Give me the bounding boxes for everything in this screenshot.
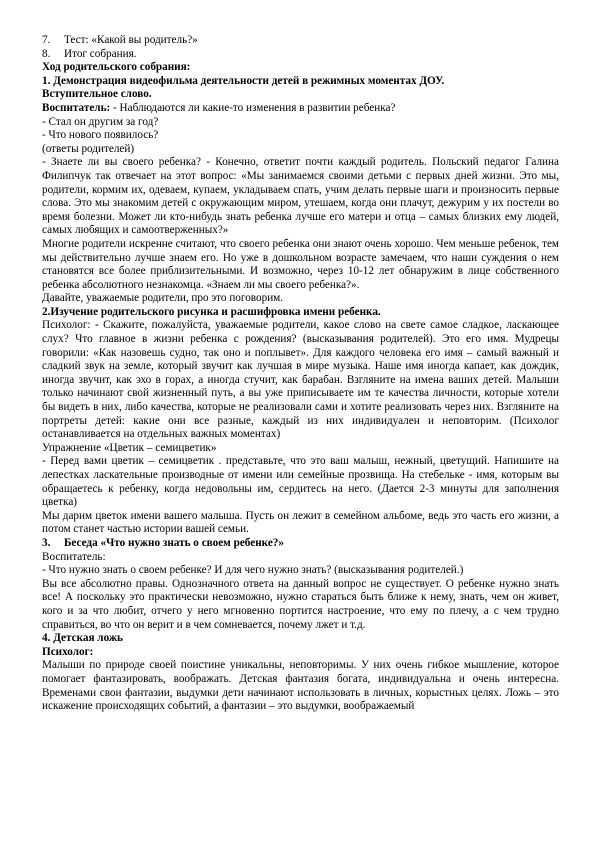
list-item (42, 48, 559, 62)
section-1-question (42, 102, 559, 116)
list-item-text: Итог собрания. (64, 47, 137, 60)
question-text: - Наблюдаются ли какие-то изменения в развитии ребенка? (110, 101, 396, 114)
speaker-label: Воспитатель: (42, 101, 111, 114)
section-2-title: 2.Изучение родительского рисунка и расшифровка имени ребенка. (42, 305, 381, 318)
list-item-number: 7. (42, 34, 51, 46)
list-item-number: 8. (42, 47, 51, 60)
paragraph: Психолог: - Скажите, пожалуйста, уважаемые родители, какое слово на свете самое сладкое, ласкающее слух? Что главное в жизни ребенка с рождения? (высказывания родителей). Это его имя. Мудрецы говорили: «Как назовешь судно, так оно и поплывет». Для каждого человека его имя – самый важный и сладкий звук на земле, который звучит как лучшая в мире музыка. Наше имя иногда капает, как дождик, иногда звучит, как эхо в горах, а иногда стучит, как барабан. Взгляните на имена ваших детей. Малыши только начинают свой жизненный путь, а вы уже приписываете им те качества личности, которые хотели бы видеть в них, либо качества, которые не реализовали сами и хотите реализовать через них. Взгляните на портреты детей: какие они все разные, каждый из них индивидуален и неповторим. (Психолог останавливается на отдельных важных моментах) (42, 319, 559, 441)
speaker-label: Воспитатель: (42, 550, 106, 563)
section-1-question: - Что нового появилось? (42, 129, 159, 142)
section-3-title-text: Беседа «Что нужно знать о своем ребенке?» (64, 536, 284, 549)
section-1-question: - Стал он другим за год? (42, 115, 159, 128)
exercise-title: Упражнение «Цветик – семицветик» (42, 441, 217, 454)
section-1-subtitle: Вступительное слово. (42, 88, 152, 101)
section-number: 3. (42, 536, 51, 549)
paragraph: - Знаете ли вы своего ребенка? - Конечно, ответит почти каждый родитель. Польский педагог Галина Филипчук так отвечает на этот вопрос: «Мы занимаемся своими детьми с первых дней жизни. Это мы, родители, кормим их, одеваем, купаем, укладываем спать, учим делать первые шаги и произносить первые слова. Это мы знакомим детей с окружающим миром, утешаем, когда они плачут, дежурим у их постели во время болезни. Может ли кто-нибудь знать ребенка лучше его матери и отца – самых близких ему людей, самых любящих и самоотверженных?» (42, 156, 559, 237)
paragraph: Многие родители искренне считают, что своего ребенка они знают очень хорошо. Чем меньше ребенок, тем мы действительно лучше знаем его. Но уже в дошкольном возрасте замечаем, что наши суждения о нем становятся все более приблизительными. И возможно, через 10-12 лет обнаружим в лице собственного ребенка абсолютного незнакомца. «Знаем ли мы своего ребенка?». (42, 237, 559, 291)
paragraph: Малыши по природе своей поистине уникальны, неповторимы. У них очень гибкое мышление, которое помогает фантазировать, воображать. Детская фантазия богата, индивидуальна и очень интересна. Временами свои фантазии, выдумки дети начинают использовать в личных, корыстных целях. Ложь – это искажение происходящих событий, а фантазии – это выдумки, воображаемый (42, 659, 559, 713)
paragraph: Вы все абсолютно правы. Однозначного ответа на данный вопрос не существует. О ребенке нужно знать все! А поскольку это практически невозможно, нужно стараться быть ближе к нему, знать, чем он живет, кого и за что любит, отчего у него мгновенно портится настроение, что ему по плечу, а с чем трудно справиться, во что он верит и в чем сомневается, почему лжет и т.д. (42, 577, 559, 631)
list-item-text: Тест: «Какой вы родитель?» (64, 34, 198, 46)
section-1-note: (ответы родителей) (42, 142, 135, 155)
speaker-label: Психолог: (42, 645, 94, 658)
list-item (42, 34, 559, 48)
paragraph: Давайте, уважаемые родители, про это поговорим. (42, 292, 284, 305)
section-4-title: 4. Детская ложь (42, 632, 123, 645)
heading-meeting-course: Ход родительского собрания: (42, 61, 191, 74)
paragraph: Мы дарим цветок имени вашего малыша. Пусть он лежит в семейном альбоме, ведь это часть его жизни, а потом станет частью истории вашей семьи. (42, 509, 559, 536)
section-3-title (42, 537, 559, 551)
paragraph: - Перед вами цветик – семицветик . представьте, что это ваш малыш, нежный, цветущий. Напишите на лепестках ласкательные производные от имени или семейные прозвища. На стебельке - имя, которым вы обращаетесь к ребенку, когда недовольны им, сердитесь на него. (Дается 2-3 минуты для заполнения цветка) (42, 455, 559, 509)
section-1-title: 1. Демонстрация видеофильма деятельности детей в режимных моментах ДОУ. (42, 74, 445, 87)
section-3-question: - Что нужно знать о своем ребенке? И для чего нужно знать? (высказывания родителей.) (42, 564, 464, 577)
